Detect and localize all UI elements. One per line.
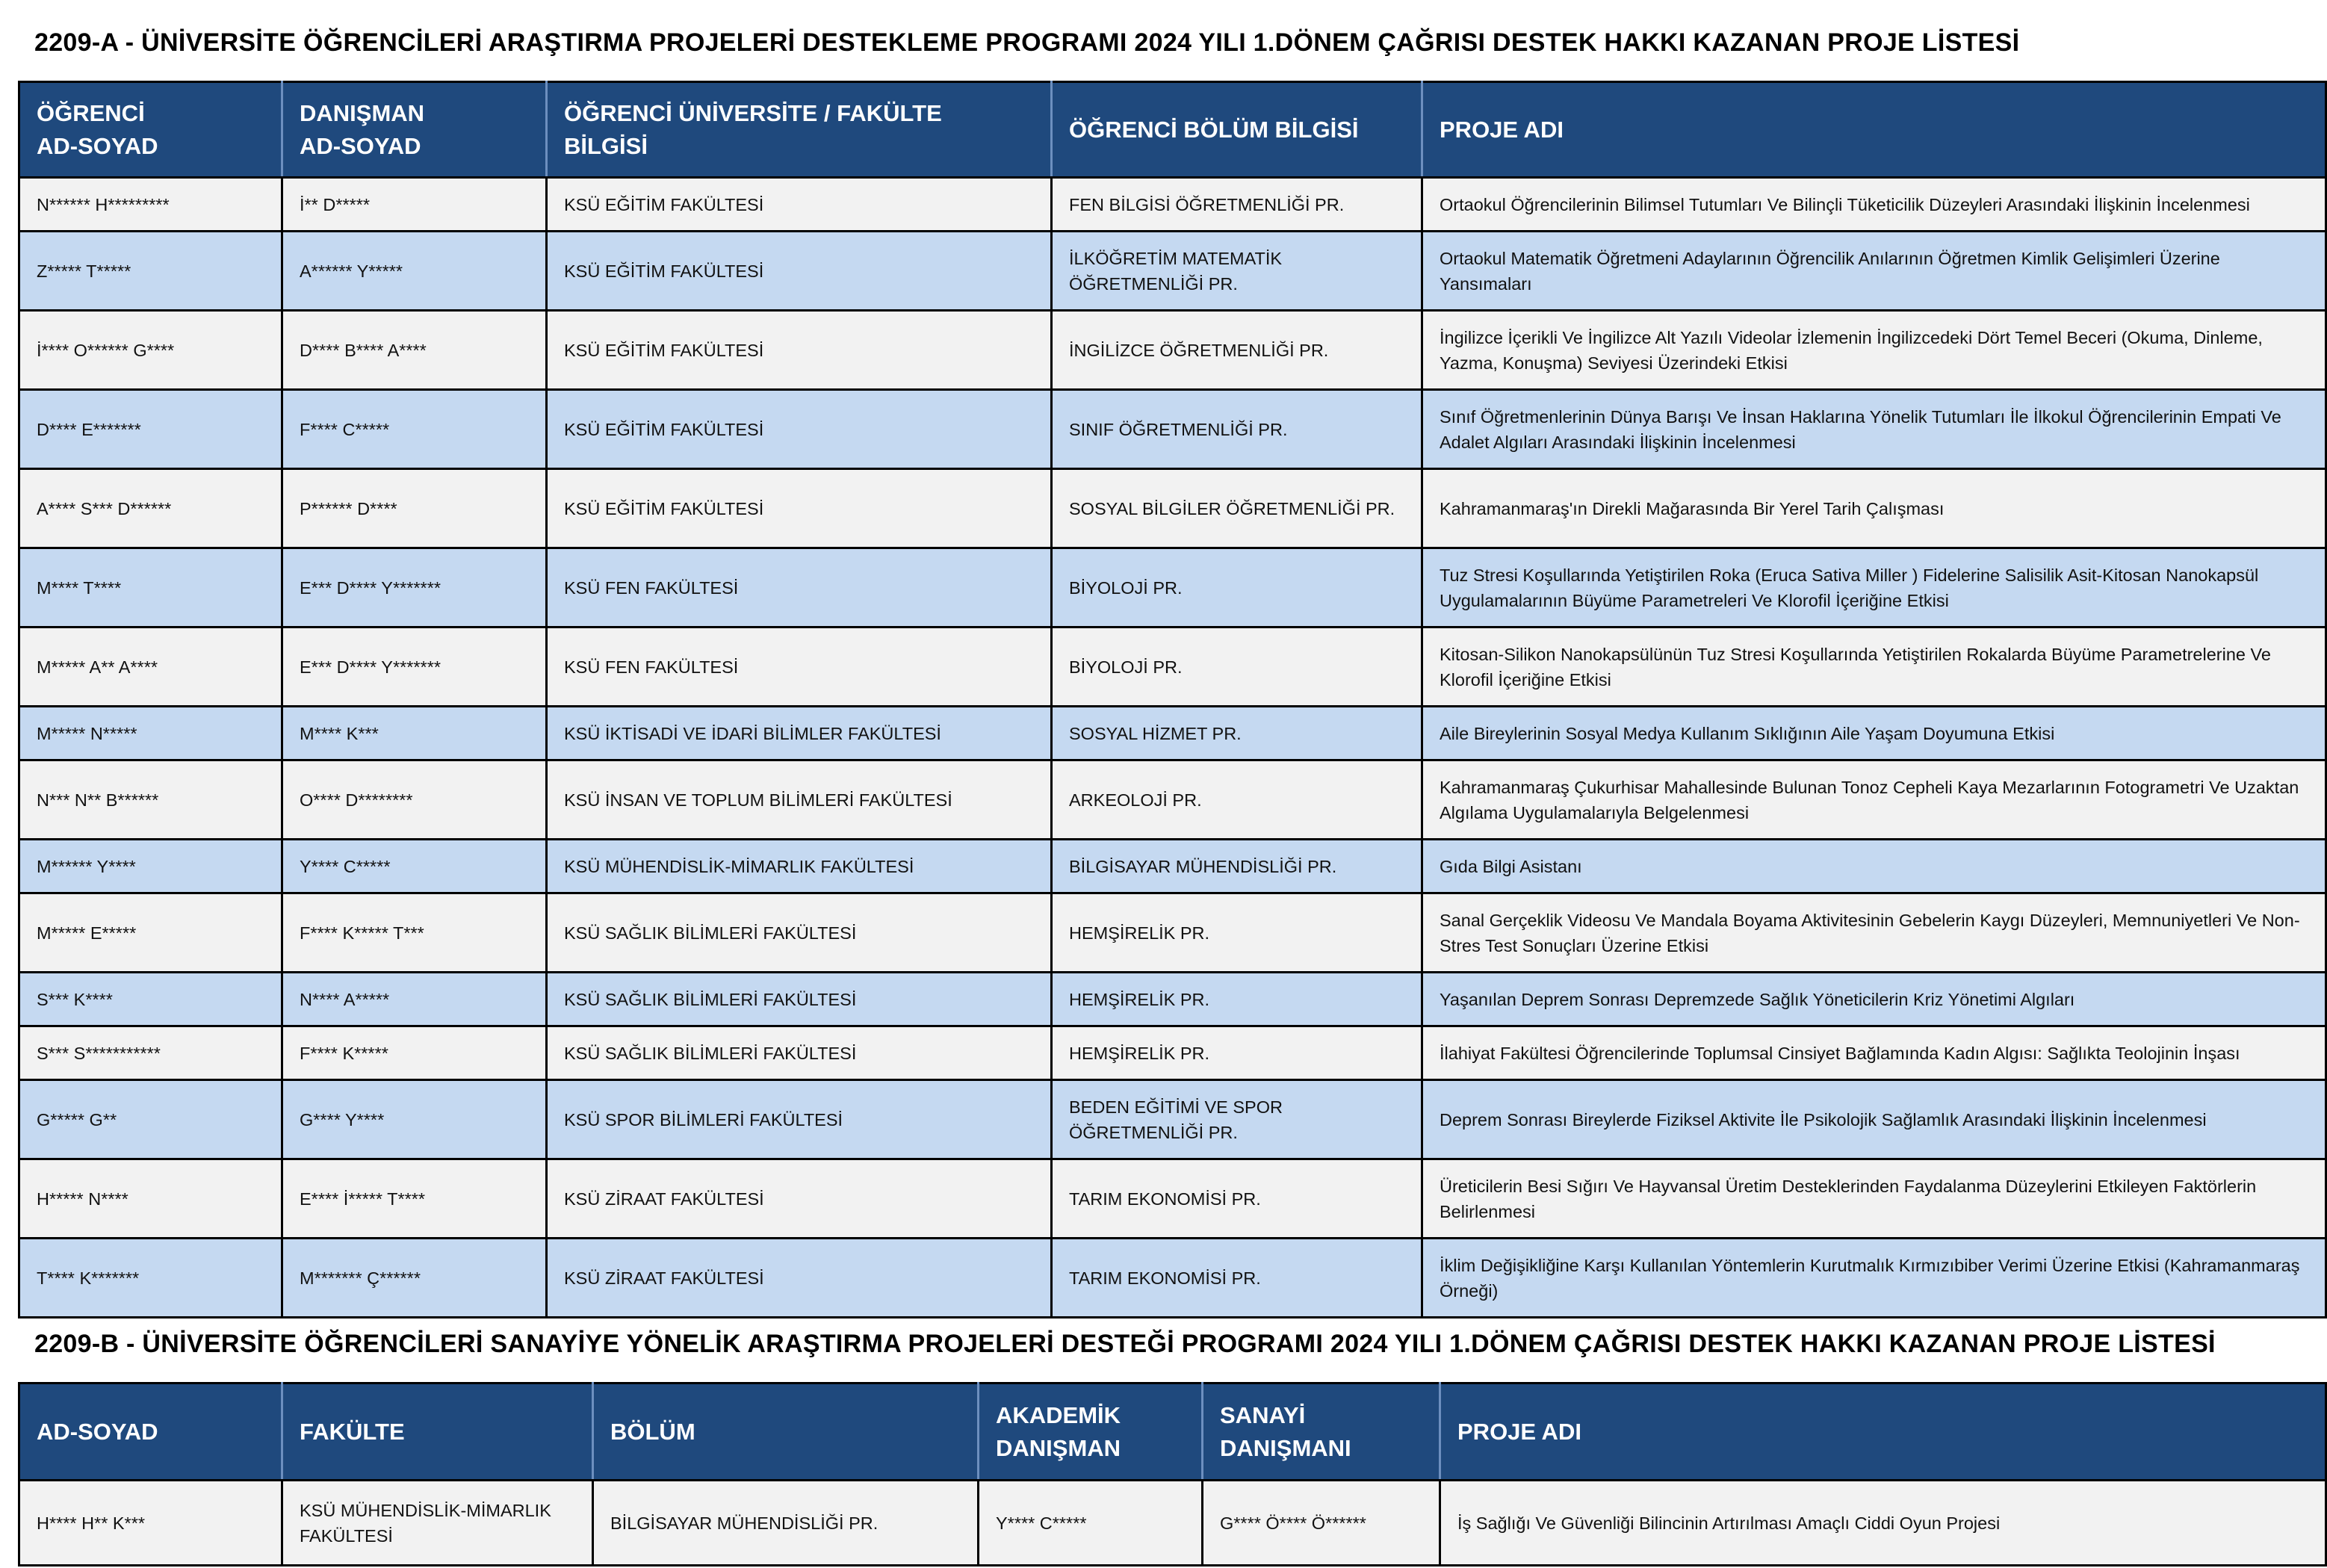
department-cell: İLKÖĞRETİM MATEMATİK ÖĞRETMENLİĞİ PR. xyxy=(1052,232,1422,311)
advisor-name-cell: A****** Y***** xyxy=(282,232,547,311)
header-advisor-name: DANIŞMAN AD-SOYAD xyxy=(282,82,547,178)
advisor-name-cell: İ** D***** xyxy=(282,178,547,232)
advisor-name-cell: M******* Ç****** xyxy=(282,1239,547,1318)
student-name-cell: S*** K**** xyxy=(19,973,282,1026)
faculty-cell: KSÜ SAĞLIK BİLİMLERİ FAKÜLTESİ xyxy=(547,893,1052,973)
student-name-cell: G***** G** xyxy=(19,1080,282,1159)
faculty-cell: KSÜ ZİRAAT FAKÜLTESİ xyxy=(547,1239,1052,1318)
faculty-cell: KSÜ SPOR BİLİMLERİ FAKÜLTESİ xyxy=(547,1080,1052,1159)
department-cell: HEMŞİRELİK PR. xyxy=(1052,1026,1422,1080)
project-name-cell: İklim Değişikliğine Karşı Kullanılan Yöntemlerin Kurutmalık Kırmızıbiber Verimi Üzerine Etkisi (Kahramanmaraş Örneği) xyxy=(1422,1239,2326,1318)
advisor-name-cell: O**** D******** xyxy=(282,760,547,840)
department-cell: SOSYAL BİLGİLER ÖĞRETMENLİĞİ PR. xyxy=(1052,469,1422,548)
advisor-name-cell: G**** Y**** xyxy=(282,1080,547,1159)
department-cell: BİLGİSAYAR MÜHENDİSLİĞİ PR. xyxy=(1052,840,1422,893)
student-name-cell: A**** S*** D****** xyxy=(19,469,282,548)
faculty-cell: KSÜ EĞİTİM FAKÜLTESİ xyxy=(547,232,1052,311)
table-row xyxy=(19,469,2326,548)
header-industry-advisor: SANAYİ DANIŞMANI xyxy=(1203,1383,1440,1481)
table-row xyxy=(19,390,2326,469)
project-name-cell: İngilizce İçerikli Ve İngilizce Alt Yazılı Videolar İzlemenin İngilizcedeki Dört Temel Beceri (Okuma, Dinleme, Yazma, Konuşma) Seviyesi Üzerindeki Etkisi xyxy=(1422,311,2326,390)
department-cell: SINIF ÖĞRETMENLİĞİ PR. xyxy=(1052,390,1422,469)
project-name-cell: İlahiyat Fakültesi Öğrencilerinde Toplumsal Cinsiyet Bağlamında Kadın Algısı: Sağlıkta Teolojinin İnşası xyxy=(1422,1026,2326,1080)
table-row xyxy=(19,893,2326,973)
project-name-cell: Tuz Stresi Koşullarında Yetiştirilen Roka (Eruca Sativa Miller ) Fidelerine Salisilik Asit-Kitosan Nanokapsül Uygulamalarının Büyüme Parametreleri Ve Klorofil İçeriğine Etkisi xyxy=(1422,548,2326,627)
section-a-title: 2209-A - ÜNİVERSİTE ÖĞRENCİLERİ ARAŞTIRMA PROJELERİ DESTEKLEME PROGRAMI 2024 YILI 1.DÖNEM ÇAĞRISI DESTEK HAKKI KAZANAN PROJE LİSTESİ xyxy=(34,28,2020,57)
table-row xyxy=(19,707,2326,760)
faculty-cell: KSÜ MÜHENDİSLİK-MİMARLIK FAKÜLTESİ xyxy=(547,840,1052,893)
student-name-cell: H***** N**** xyxy=(19,1159,282,1239)
project-name-cell: Sınıf Öğretmenlerinin Dünya Barışı Ve İnsan Haklarına Yönelik Tutumları İle İlkokul Öğrencilerinin Empati Ve Adalet Algıları Arasındaki İlişkinin İncelenmesi xyxy=(1422,390,2326,469)
table-row xyxy=(19,760,2326,840)
student-name-cell: M***** E***** xyxy=(19,893,282,973)
advisor-name-cell: F**** C***** xyxy=(282,390,547,469)
header-project-name: PROJE ADI xyxy=(1422,82,2326,178)
faculty-cell: KSÜ EĞİTİM FAKÜLTESİ xyxy=(547,390,1052,469)
header-name: AD-SOYAD xyxy=(19,1383,282,1481)
table-header-row xyxy=(19,82,2326,178)
department-cell: BEDEN EĞİTİMİ VE SPOR ÖĞRETMENLİĞİ PR. xyxy=(1052,1080,1422,1159)
department-cell: BİLGİSAYAR MÜHENDİSLİĞİ PR. xyxy=(593,1481,979,1566)
project-name-cell: Kahramanmaraş Çukurhisar Mahallesinde Bulunan Tonoz Cepheli Kaya Mezarlarının Fotogrametri Ve Uzaktan Algılama Uygulamalarıyla Belgelenmesi xyxy=(1422,760,2326,840)
header-project-name: PROJE ADI xyxy=(1440,1383,2326,1481)
faculty-cell: KSÜ SAĞLIK BİLİMLERİ FAKÜLTESİ xyxy=(547,1026,1052,1080)
faculty-cell: KSÜ SAĞLIK BİLİMLERİ FAKÜLTESİ xyxy=(547,973,1052,1026)
table-body xyxy=(19,1481,2326,1566)
student-name-cell: N****** H********* xyxy=(19,178,282,232)
project-name-cell: İş Sağlığı Ve Güvenliği Bilincinin Artırılması Amaçlı Ciddi Oyun Projesi xyxy=(1440,1481,2326,1566)
project-name-cell: Kahramanmaraş'ın Direkli Mağarasında Bir Yerel Tarih Çalışması xyxy=(1422,469,2326,548)
project-name-cell: Aile Bireylerinin Sosyal Medya Kullanım Sıklığının Aile Yaşam Doyumuna Etkisi xyxy=(1422,707,2326,760)
project-name-cell: Üreticilerin Besi Sığırı Ve Hayvansal Üretim Desteklerinden Faydalanma Düzeylerini Etkileyen Faktörlerin Belirlenmesi xyxy=(1422,1159,2326,1239)
table-header-row xyxy=(19,1383,2326,1481)
faculty-cell: KSÜ FEN FAKÜLTESİ xyxy=(547,548,1052,627)
advisor-name-cell: E**** İ***** T**** xyxy=(282,1159,547,1239)
header-academic-advisor: AKADEMİK DANIŞMAN xyxy=(979,1383,1203,1481)
table-row xyxy=(19,1481,2326,1566)
student-name-cell: H**** H** K*** xyxy=(19,1481,282,1566)
student-name-cell: N*** N** B****** xyxy=(19,760,282,840)
project-name-cell: Kitosan-Silikon Nanokapsülünün Tuz Stresi Koşullarında Yetiştirilen Rokalarda Büyüme Parametrelerine Ve Klorofil İçeriğine Etkisi xyxy=(1422,627,2326,707)
faculty-cell: KSÜ MÜHENDİSLİK-MİMARLIK FAKÜLTESİ xyxy=(282,1481,593,1566)
advisor-name-cell: N**** A***** xyxy=(282,973,547,1026)
department-cell: TARIM EKONOMİSİ PR. xyxy=(1052,1239,1422,1318)
advisor-name-cell: F**** K***** xyxy=(282,1026,547,1080)
student-name-cell: M**** T**** xyxy=(19,548,282,627)
header-department: ÖĞRENCİ BÖLÜM BİLGİSİ xyxy=(1052,82,1422,178)
student-name-cell: S*** S*********** xyxy=(19,1026,282,1080)
student-name-cell: M***** A** A**** xyxy=(19,627,282,707)
faculty-cell: KSÜ İNSAN VE TOPLUM BİLİMLERİ FAKÜLTESİ xyxy=(547,760,1052,840)
header-department: BÖLÜM xyxy=(593,1383,979,1481)
department-cell: İNGİLİZCE ÖĞRETMENLİĞİ PR. xyxy=(1052,311,1422,390)
project-name-cell: Sanal Gerçeklik Videosu Ve Mandala Boyama Aktivitesinin Gebelerin Kaygı Düzeyleri, Memnuniyetleri Ve Non-Stres Test Sonuçları Üzerine Etkisi xyxy=(1422,893,2326,973)
department-cell: ARKEOLOJİ PR. xyxy=(1052,760,1422,840)
student-name-cell: İ**** O****** G**** xyxy=(19,311,282,390)
student-name-cell: D**** E******* xyxy=(19,390,282,469)
project-name-cell: Deprem Sonrası Bireylerde Fiziksel Aktivite İle Psikolojik Sağlamlık Arasındaki İlişkinin İncelenmesi xyxy=(1422,1080,2326,1159)
section-b-title: 2209-B - ÜNİVERSİTE ÖĞRENCİLERİ SANAYİYE YÖNELİK ARAŞTIRMA PROJELERİ DESTEĞİ PROGRAMI 2024 YILI 1.DÖNEM ÇAĞRISI DESTEK HAKKI KAZANAN PROJE LİSTESİ xyxy=(34,1330,2216,1358)
faculty-cell: KSÜ EĞİTİM FAKÜLTESİ xyxy=(547,469,1052,548)
faculty-cell: KSÜ ZİRAAT FAKÜLTESİ xyxy=(547,1159,1052,1239)
project-name-cell: Yaşanılan Deprem Sonrası Depremzede Sağlık Yöneticilerin Kriz Yönetimi Algıları xyxy=(1422,973,2326,1026)
project-table-2209b xyxy=(18,1382,2327,1567)
department-cell: HEMŞİRELİK PR. xyxy=(1052,973,1422,1026)
table-row xyxy=(19,232,2326,311)
table-row xyxy=(19,840,2326,893)
table-row xyxy=(19,548,2326,627)
table-row xyxy=(19,178,2326,232)
department-cell: BİYOLOJİ PR. xyxy=(1052,548,1422,627)
student-name-cell: T**** K******* xyxy=(19,1239,282,1318)
advisor-name-cell: F**** K***** T*** xyxy=(282,893,547,973)
department-cell: HEMŞİRELİK PR. xyxy=(1052,893,1422,973)
advisor-name-cell: P****** D**** xyxy=(282,469,547,548)
advisor-name-cell: Y**** C***** xyxy=(282,840,547,893)
table-row xyxy=(19,1239,2326,1318)
table-row xyxy=(19,973,2326,1026)
table-row xyxy=(19,627,2326,707)
header-student-name: ÖĞRENCİ AD-SOYAD xyxy=(19,82,282,178)
department-cell: TARIM EKONOMİSİ PR. xyxy=(1052,1159,1422,1239)
student-name-cell: M***** N***** xyxy=(19,707,282,760)
project-name-cell: Gıda Bilgi Asistanı xyxy=(1422,840,2326,893)
industry-advisor-cell: G**** Ö**** Ö****** xyxy=(1203,1481,1440,1566)
faculty-cell: KSÜ FEN FAKÜLTESİ xyxy=(547,627,1052,707)
project-table-2209a xyxy=(18,81,2327,1318)
table-body xyxy=(19,178,2326,1318)
student-name-cell: M****** Y**** xyxy=(19,840,282,893)
department-cell: BİYOLOJİ PR. xyxy=(1052,627,1422,707)
department-cell: SOSYAL HİZMET PR. xyxy=(1052,707,1422,760)
header-faculty: ÖĞRENCİ ÜNİVERSİTE / FAKÜLTE BİLGİSİ xyxy=(547,82,1052,178)
faculty-cell: KSÜ EĞİTİM FAKÜLTESİ xyxy=(547,178,1052,232)
advisor-name-cell: M**** K*** xyxy=(282,707,547,760)
table-row xyxy=(19,1159,2326,1239)
department-cell: FEN BİLGİSİ ÖĞRETMENLİĞİ PR. xyxy=(1052,178,1422,232)
table-row xyxy=(19,1080,2326,1159)
table-row xyxy=(19,311,2326,390)
student-name-cell: Z***** T***** xyxy=(19,232,282,311)
advisor-name-cell: D**** B**** A**** xyxy=(282,311,547,390)
project-name-cell: Ortaokul Öğrencilerinin Bilimsel Tutumları Ve Bilinçli Tüketicilik Düzeyleri Arasındaki İlişkinin İncelenmesi xyxy=(1422,178,2326,232)
academic-advisor-cell: Y**** C***** xyxy=(979,1481,1203,1566)
table-row xyxy=(19,1026,2326,1080)
advisor-name-cell: E*** D**** Y******* xyxy=(282,548,547,627)
project-name-cell: Ortaokul Matematik Öğretmeni Adaylarının Öğrencilik Anılarının Öğretmen Kimlik Gelişimleri Üzerine Yansımaları xyxy=(1422,232,2326,311)
advisor-name-cell: E*** D**** Y******* xyxy=(282,627,547,707)
faculty-cell: KSÜ EĞİTİM FAKÜLTESİ xyxy=(547,311,1052,390)
header-faculty: FAKÜLTE xyxy=(282,1383,593,1481)
faculty-cell: KSÜ İKTİSADİ VE İDARİ BİLİMLER FAKÜLTESİ xyxy=(547,707,1052,760)
